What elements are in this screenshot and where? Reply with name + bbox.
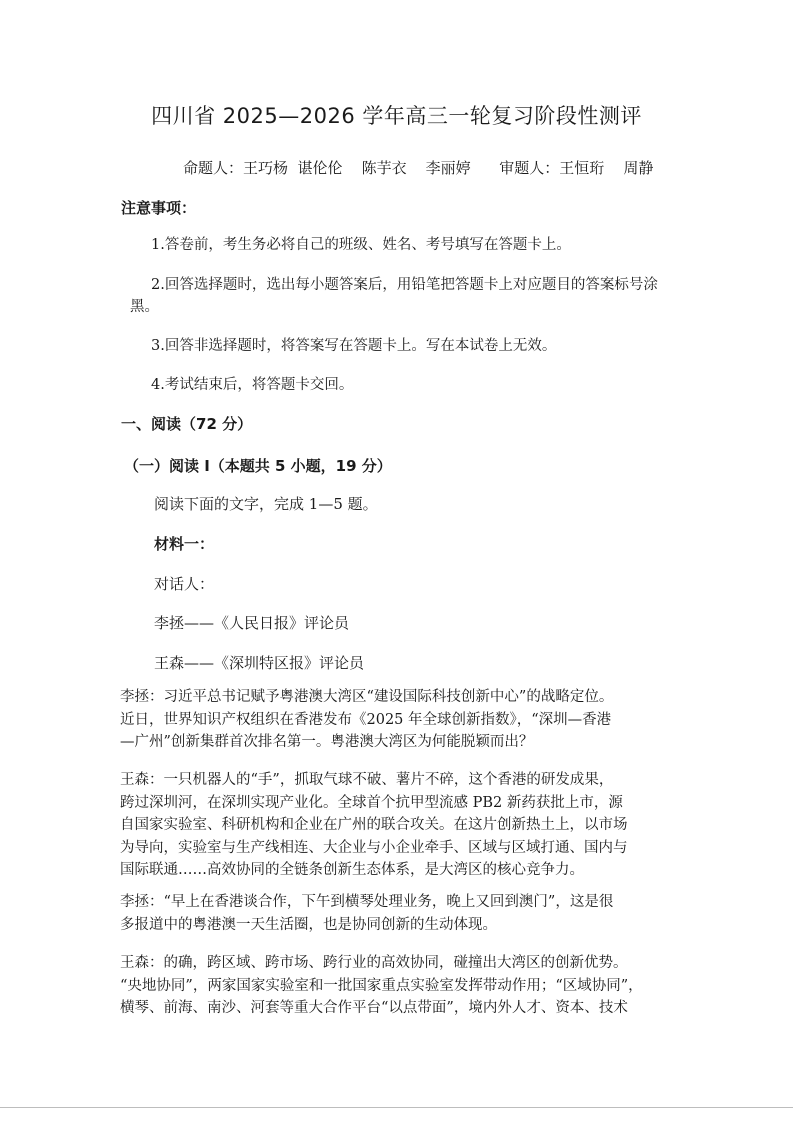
notice-item: 2.回答选择题时，选出每小题答案后，用铅笔把答题卡上对应题目的答案标号涂黑。 bbox=[130, 277, 658, 315]
notice-item: 3.回答非选择题时，将答案写在答题卡上。写在本试卷上无效。 bbox=[151, 338, 557, 354]
dialogue-paragraph bbox=[120, 891, 680, 936]
paragraph-line: 为导向，实验室与生产线相连、大企业与小企业牵手、区域与区域打通、国内与 bbox=[120, 839, 628, 856]
paragraph-line: 多报道中的粤港澳一天生活圈，也是协同创新的生动体现。 bbox=[120, 916, 497, 933]
paragraph-line: 跨过深圳河，在深圳实现产业化。全球首个抗甲型流感 PB2 新药获批上市，源 bbox=[120, 794, 623, 811]
paragraph-line: 王森：的确，跨区域、跨市场、跨行业的高效协同，碰撞出大湾区的创新优势。 bbox=[120, 955, 628, 971]
paragraph-line: “央地协同”，两家国家实验室和一批国家重点实验室发挥带动作用；“区域协同”， bbox=[120, 977, 643, 994]
exam-authors: 命题人：王巧杨 谌伦伦 陈芋衣 李丽婷 审题人：王恒珩 周静 bbox=[183, 159, 654, 177]
reading-instruction: 阅读下面的文字，完成 1—5 题。 bbox=[154, 495, 378, 513]
material-label: 材料一： bbox=[154, 535, 215, 553]
section-heading: 一、阅读（72 分） bbox=[121, 415, 253, 433]
dialogue-paragraph bbox=[120, 686, 680, 754]
paragraph-line: 李拯：“早上在香港谈合作，下午到横琴处理业务，晚上又回到澳门”，这是很 bbox=[120, 894, 614, 910]
notice-item: 4.考试结束后，将答题卡交回。 bbox=[151, 377, 354, 393]
paragraph-line: 横琴、前海、南沙、河套等重大合作平台“以点带面”，境内外人才、资本、技术 bbox=[120, 1000, 628, 1016]
notice-item: 1.答卷前，考生务必将自己的班级、姓名、考号填写在答题卡上。 bbox=[151, 237, 571, 253]
speaker-entry: 王森——《深圳特区报》评论员 bbox=[154, 654, 365, 672]
speakers-label: 对话人： bbox=[154, 575, 215, 593]
dialogue-paragraph bbox=[120, 769, 680, 882]
exam-title: 四川省 2025—2026 学年高三一轮复习阶段性测评 bbox=[151, 104, 642, 128]
paragraph-line: 王森：一只机器人的“手”，抓取气球不破、薯片不碎，这个香港的研发成果， bbox=[120, 772, 614, 788]
page-bottom-divider bbox=[0, 1107, 793, 1108]
speaker-entry: 李拯——《人民日报》评论员 bbox=[154, 614, 350, 632]
paragraph-line: 近日，世界知识产权组织在香港发布《2025 年全球创新指数》，“深圳—香港 bbox=[120, 711, 612, 728]
dialogue-paragraph bbox=[120, 952, 680, 1020]
subsection-heading: （一）阅读 Ⅰ（本题共 5 小题，19 分） bbox=[124, 457, 392, 475]
paragraph-line: 自国家实验室、科研机构和企业在广州的联合攻关。在这片创新热土上，以市场 bbox=[120, 817, 628, 833]
paragraph-line: —广州”创新集群首次排名第一。粤港澳大湾区为何能脱颖而出？ bbox=[120, 734, 534, 750]
paragraph-line: 国际联通……高效协同的全链条创新生态体系，是大湾区的核心竞争力。 bbox=[120, 862, 584, 878]
paragraph-line: 李拯：习近平总书记赋予粤港澳大湾区“建设国际科技创新中心”的战略定位。 bbox=[120, 689, 614, 705]
notice-heading: 注意事项： bbox=[121, 199, 197, 217]
